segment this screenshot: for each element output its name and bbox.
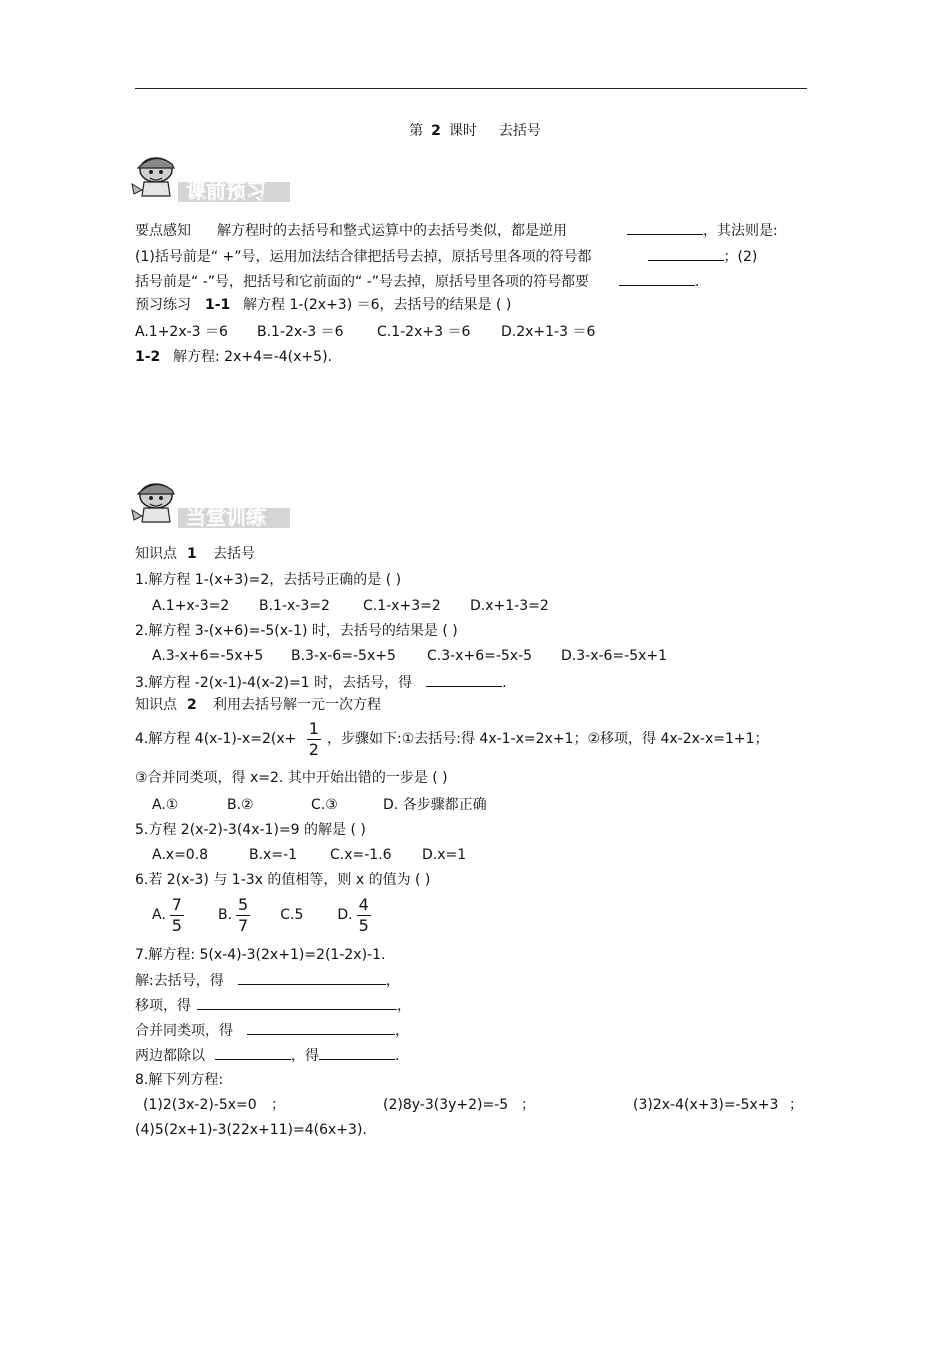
knowledge-title: 利用去括号解一元一次方程 (213, 697, 381, 713)
question-3 (135, 672, 507, 692)
in-class-banner (130, 476, 295, 532)
punct: ， (397, 998, 411, 1014)
part-3: (3)2x-4(x+3)=-5x+3 (633, 1097, 779, 1113)
part-2: (2)8y-3(3y+2)=-5 (383, 1097, 509, 1113)
page-title (0, 120, 950, 140)
question-7-step-4 (135, 1045, 399, 1065)
option-b: B.② (227, 797, 254, 813)
practice-number: 1-1 (205, 297, 231, 313)
question-2: 2.解方程 3-(x+6)=-5(x-1) 时，去括号的结果是 ( ) (135, 623, 458, 639)
option-c: C.1-x+3=2 (363, 598, 441, 614)
option-b: B.x=-1 (249, 847, 298, 863)
question-7: 7.解方程: 5(x-4)-3(2x+1)=2(1-2x)-1. (135, 947, 386, 963)
step-label: 合并同类项，得 (135, 1023, 233, 1039)
practice-question: 解方程: 2x+4=-4(x+5). (173, 349, 332, 365)
option-d: D.3-x-6=-5x+1 (561, 648, 668, 664)
fraction-one-half: $\frac{1}{2}$ (308, 718, 319, 759)
title-text: 去括号 (498, 123, 541, 139)
option-d: D.x=1 (422, 847, 467, 863)
separator: ； (521, 1097, 535, 1113)
punct: ， (395, 1023, 409, 1039)
cartoon-kid-icon (132, 158, 174, 196)
question-8: 8.解下列方程: (135, 1072, 224, 1088)
header-rule (135, 88, 807, 89)
question-8-part-4: (4)5(2x+1)-3(22x+11)=4(6x+3). (135, 1122, 367, 1138)
practice-label: 预习练习 (135, 297, 191, 313)
option-a: A.x=0.8 (152, 847, 209, 863)
question-4-options (152, 796, 487, 814)
question-4-steps: ，步骤如下:①去括号:得 4x-1-x=2x+1；②移项，得 4x-2x-x=1+1； (326, 731, 769, 747)
option-d: D. 各步骤都正确 (383, 797, 487, 813)
option-a: A.3-x+6=-5x+5 (152, 648, 264, 664)
question-4-continued: ③合并同类项，得 x=2. 其中开始出错的一步是 ( ) (135, 770, 448, 786)
question-1: 1.解方程 1-(x+3)=2，去括号正确的是 ( ) (135, 572, 402, 588)
rule-1-tail: ；(2) (723, 249, 758, 265)
rule-2-text: 括号前是“ -”号，把括号和它前面的“ -”号去掉，原括号里各项的符号都要 (135, 274, 590, 290)
step-label: 两边都除以 (135, 1048, 205, 1064)
key-points-tail: ，其法则是: (703, 223, 778, 239)
question-4 (135, 718, 769, 760)
punct: . (395, 1048, 400, 1064)
option-d: D.2x+1-3 ＝6 (501, 324, 596, 340)
knowledge-label: 知识点 (135, 546, 177, 562)
option-c: C.x=-1.6 (330, 847, 392, 863)
fraction-seven-fifths: $\frac{7}{5}$ (171, 894, 182, 935)
punct: ， (385, 973, 400, 989)
question-2-options (152, 647, 667, 665)
rule-1-text: (1)括号前是“ +”号，运用加法结合律把括号去掉，原括号里各项的符号都 (135, 249, 592, 265)
rule-1-line (135, 246, 757, 266)
key-points-line (135, 220, 778, 240)
blank-2[interactable] (648, 246, 724, 261)
question-3-text: 3.解方程 -2(x-1)-4(x-2)=1 时，去括号，得 (135, 675, 413, 691)
option-a-label: A. (152, 907, 166, 923)
fraction-four-fifths: $\frac{4}{5}$ (358, 894, 369, 935)
step-label-2: ，得 (291, 1048, 319, 1064)
practice-question: 解方程 1-(2x+3) ＝6，去括号的结果是 ( ) (243, 297, 512, 313)
question-7-step-1 (135, 970, 400, 990)
fraction-five-sevenths: $\frac{5}{7}$ (238, 894, 249, 935)
option-a: A.1+x-3=2 (152, 598, 230, 614)
option-c: C.3-x+6=-5x-5 (427, 648, 533, 664)
question-5: 5.方程 2(x-2)-3(4x-1)=9 的解是 ( ) (135, 822, 366, 838)
title-prefix: 第 (409, 123, 424, 139)
option-c: C.③ (311, 797, 338, 813)
step-label: 解:去括号，得 (135, 973, 224, 989)
svg-text:课前预习: 课前预习 (186, 179, 266, 203)
option-c: C.5 (280, 907, 304, 923)
question-3-tail: . (502, 675, 507, 691)
option-c: C.1-2x+3 ＝6 (377, 324, 471, 340)
blank-q7-1[interactable] (238, 970, 386, 985)
question-8-parts (143, 1096, 803, 1114)
question-7-step-2 (135, 995, 411, 1015)
question-1-options (152, 597, 549, 615)
part-1: (1)2(3x-2)-5x=0 (143, 1097, 257, 1113)
question-4-text: 4.解方程 4(x-1)-x=2(x+ (135, 731, 297, 747)
knowledge-label: 知识点 (135, 697, 177, 713)
blank-q7-3[interactable] (247, 1020, 395, 1035)
practice-1-2 (135, 348, 332, 366)
step-label: 移项，得 (135, 998, 191, 1014)
question-5-options (152, 846, 466, 864)
option-a: A.① (152, 797, 179, 813)
separator: ； (789, 1097, 803, 1113)
option-b: B.1-2x-3 ＝6 (257, 324, 344, 340)
cartoon-kid-icon (132, 484, 174, 522)
practice-1-1-options (135, 323, 595, 341)
option-d-label: D. (337, 907, 353, 923)
option-d: D.x+1-3=2 (470, 598, 549, 614)
pre-class-banner (130, 150, 295, 206)
blank-q7-2[interactable] (197, 995, 397, 1010)
practice-1-1 (135, 296, 511, 314)
question-6-options (152, 893, 371, 937)
knowledge-title: 去括号 (213, 546, 255, 562)
knowledge-number: 2 (187, 697, 197, 713)
key-points-text: 解方程时的去括号和整式运算中的去括号类似，都是逆用 (217, 223, 567, 239)
blank-q7-4[interactable] (215, 1045, 291, 1060)
rule-2-tail: . (695, 274, 700, 290)
key-points-label: 要点感知 (135, 223, 191, 239)
option-b: B.3-x-6=-5x+5 (291, 648, 396, 664)
title-number: 2 (431, 123, 441, 139)
knowledge-point-2 (135, 696, 381, 714)
separator: ； (271, 1097, 285, 1113)
svg-text:当堂训练: 当堂训练 (186, 505, 266, 529)
rule-2-line (135, 271, 699, 291)
practice-number: 1-2 (135, 349, 161, 365)
option-b-label: B. (217, 907, 233, 923)
blank-1[interactable] (627, 220, 703, 235)
option-b: B.1-x-3=2 (259, 598, 330, 614)
question-7-step-3 (135, 1020, 409, 1040)
blank-q3[interactable] (426, 672, 502, 687)
knowledge-number: 1 (187, 546, 197, 562)
knowledge-point-1 (135, 545, 255, 563)
title-unit: 课时 (448, 123, 477, 139)
blank-3[interactable] (619, 271, 695, 286)
option-a: A.1+2x-3 ＝6 (135, 324, 228, 340)
question-6: 6.若 2(x-3) 与 1-3x 的值相等，则 x 的值为 ( ) (135, 872, 431, 888)
blank-q7-5[interactable] (319, 1045, 395, 1060)
